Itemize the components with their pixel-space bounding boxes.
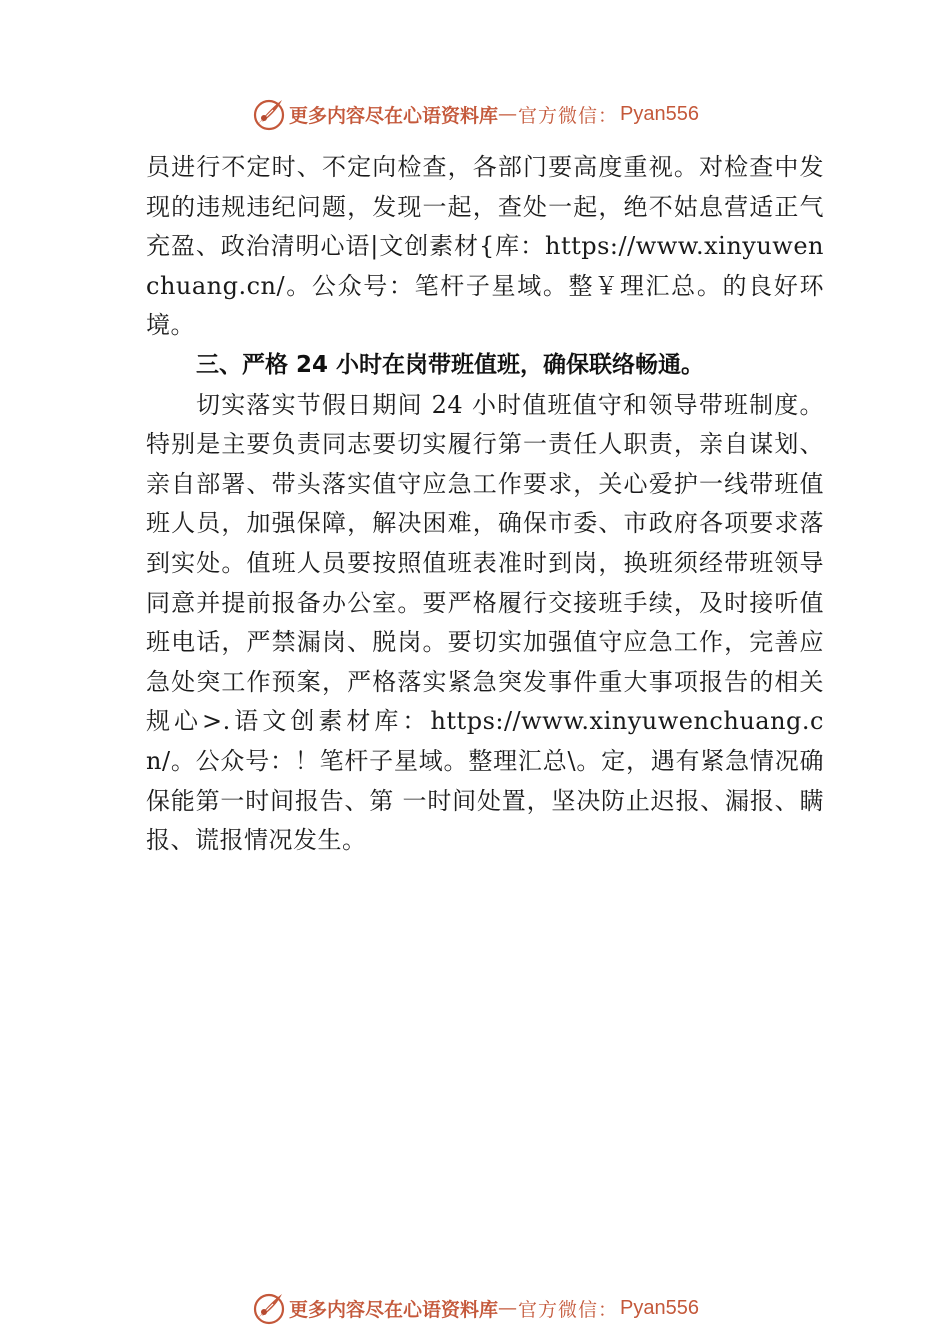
header-banner: [0, 94, 950, 134]
document-body: [146, 148, 824, 861]
section-heading: 三、严格 24 小时在岗带班值班，确保联络畅通。: [196, 351, 705, 378]
banner-title: 更多内容尽在心语资料库: [289, 1298, 499, 1321]
banner-dash: —: [498, 1297, 519, 1319]
banner-dash: —: [498, 103, 519, 125]
banner-title: 更多内容尽在心语资料库: [289, 104, 499, 127]
banner-wechat-label: 官方微信：: [518, 104, 619, 127]
quill-pen-logo-icon: [251, 96, 287, 132]
paragraph-duty-shift: 切实落实节假日期间 24 小时值班值守和领导带班制度。特别是主要负责同志要切实履行第一责任人职责，亲自谋划、亲自部署、带头落实值守应急工作要求，关心爱护一线带班值班人员，加强保障，解决困难，确保市委、市政府各项要求落到实处。值班人员要按照值班表准时到岗，换班须经带班领导同意并提前报备办公室。要严格履行交接班手续，及时接听值班电话，严禁漏岗、脱岗。要切实加强值守应急工作，完善应急处突工作预案，严格落实紧急突发事件重大事项报告的相关规心>.语文创素材库：https://www.xinyuwenchuang.cn/。公众号：！笔杆子星域。整理汇总\。定，遇有紧急情况确保能第一时间报告、第 一时间处置，坚决防止迟报、漏报、瞒报、谎报情况发生。: [146, 390, 824, 855]
quill-pen-logo-icon: [251, 1290, 287, 1326]
banner-wechat-label: 官方微信：: [518, 1298, 619, 1321]
paragraph-continued: 员进行不定时、不定向检查，各部门要高度重视。对检查中发现的违规违纪问题，发现一起，查处一起，绝不姑息营适正气充盈、政治清明心语|文创素材{库：https://www.xinyuwenchuang.cn/。公众号：笔杆子星域。整￥理汇总。的良好环境。: [146, 153, 824, 340]
banner-wechat-id: Pyan556: [620, 102, 699, 125]
banner-wechat-id: Pyan556: [620, 1296, 699, 1319]
footer-banner: [0, 1288, 950, 1328]
